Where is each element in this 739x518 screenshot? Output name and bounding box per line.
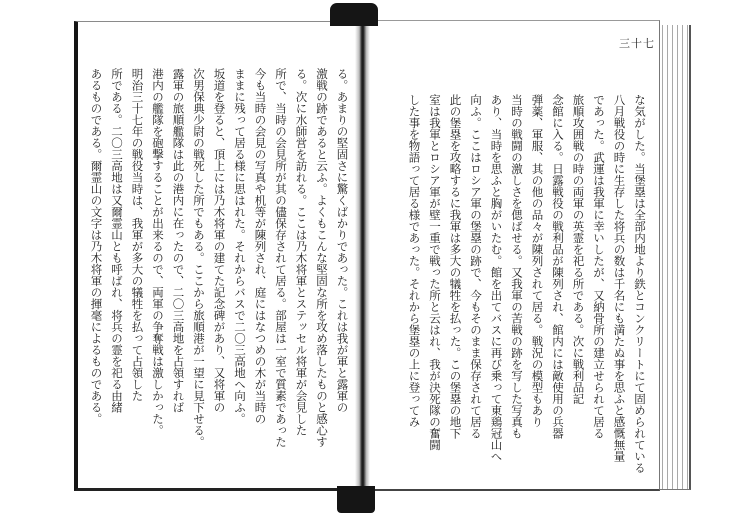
text-column: ままに残って居る様に思はれた。それからバスで二〇三高地へ向ふ。 (233, 68, 247, 425)
text-column: る。次に水師営を訪れる。ここは乃木将軍とステッセル将軍が会見した (294, 68, 309, 436)
text-column: 室は我軍とロシア軍が壁一重で戦った所と云はれ、我が決死隊の奮闘 (428, 94, 442, 451)
text-column: 明治三十七年の戦役当時は、我軍が多大の犠牲を払って占領した (130, 68, 145, 402)
text-column: 念館に入る。日露戦役の戦利品が陳列され、館内には敵使用の兵器 (551, 94, 565, 439)
page-number: 三十七 (619, 37, 655, 50)
text-column: 所で、当時の会見所が其の儘保存されて居る。部屋は一室で質素であった (274, 68, 288, 448)
text-column: 今も当時の会見の写真や机等が陳列され、庭にはなつめの木が当時の (253, 68, 268, 425)
text-column: な気がした。当堡塁は全部内地より鉄とコンクリートにて固められている (633, 94, 647, 474)
text-column: であった。武運は我軍に幸いしたが、又納骨所の建立せられて居る (592, 94, 606, 439)
text-column: 向ふ。ここはロシア軍の堡塁の跡で、今もそのまま保存されて居る (469, 94, 483, 439)
text-column: した事を物語って居る様であった。それから堡塁の上に登ってみ (407, 94, 422, 428)
text-column: 此の堡塁を攻略するに我軍は多大の犠牲を払った。この堡塁の地下 (448, 94, 463, 439)
text-column: 坂道を登ると、頂上には乃木将軍の建てた記念碑があり、又将軍の (212, 68, 227, 413)
right-page-text (404, 94, 650, 484)
text-column: 港内の艦隊を砲撃することが出来るので、両軍の争奪戦は激しかった。 (151, 68, 165, 436)
spine-bottom (337, 486, 375, 513)
text-column: 露軍の旅順艦隊は此の港内に在ったので、二〇三高地を占領すれば (171, 68, 186, 413)
book-gutter (355, 18, 370, 492)
left-page-text (86, 68, 353, 468)
text-column: 当時の戦闘の激しさを偲ばせる。又我軍の苦戦の跡を写した写真も (510, 94, 524, 439)
text-column: 旅順攻囲戦の時の両軍の英霊を祀る所である。次に戦利品記 (571, 94, 586, 405)
text-column: 次男保典少尉の戦死した所でもある。ここから旅順港が一望に見下せる。 (192, 68, 206, 448)
text-column: 弾薬、軍服、其の他の品々が陳列されて居る。戦況の模型もあり (530, 94, 545, 428)
text-column: る。あまりの堅固さに驚くばかりであった。これは我が軍と露軍の (335, 68, 350, 413)
text-column: あるものである。爾霊山の文字は乃木将軍の揮毫によるものである。 (89, 68, 104, 425)
text-column: あり、当時を思ふと胸がいたむ。館を出てバスに再び乗って東鶏冠山へ (489, 94, 504, 462)
text-column: 激戦の跡であると云ふ。よくもこんな堅固な所を攻め落したものと感心す (315, 68, 329, 448)
spine-top (330, 3, 378, 26)
page-edges (655, 25, 691, 490)
text-column: 八月戦役の時に生存した将兵の数は千名にも満たぬ事を思ふと感慨無量 (612, 94, 627, 462)
text-column: 所である。二〇三高地は又爾霊山とも呼ばれ、将兵の霊を祀る由緒 (110, 68, 124, 413)
